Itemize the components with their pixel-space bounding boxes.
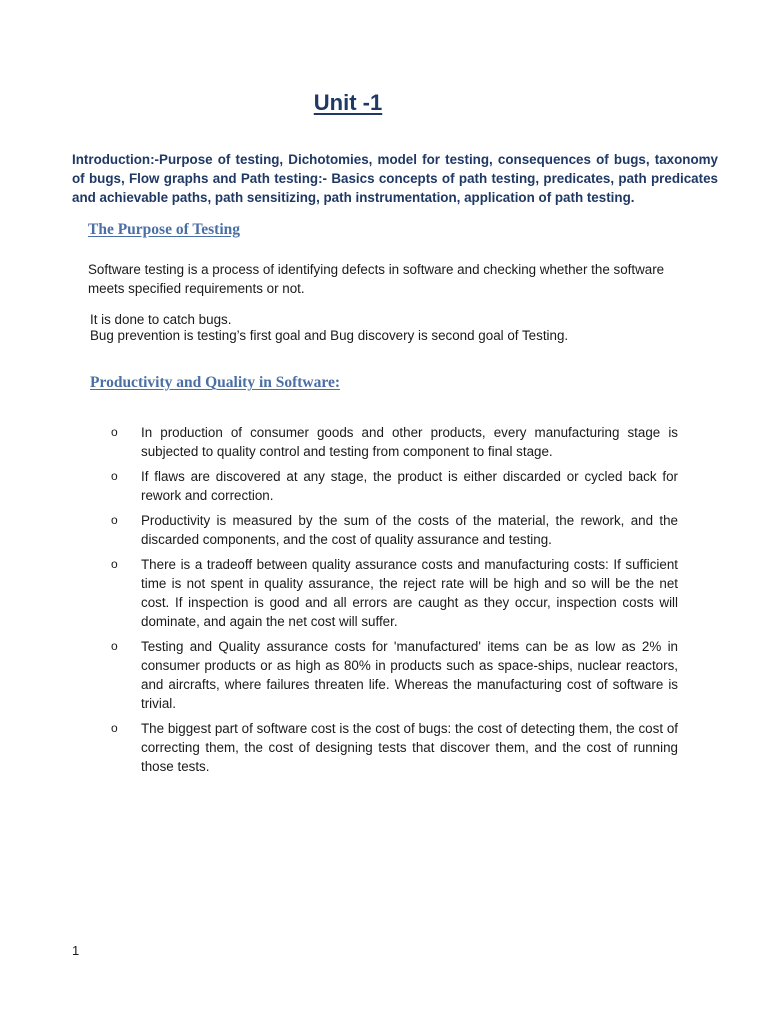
bullet-marker-icon: o	[111, 513, 118, 527]
list-item-text: If flaws are discovered at any stage, the product is either discarded or cycled back for rework and correction.	[141, 469, 678, 503]
list-item	[0, 467, 678, 505]
bullet-marker-icon: o	[111, 557, 118, 571]
page-number: 1	[72, 943, 80, 958]
purpose-lines	[90, 312, 700, 344]
bullet-marker-icon: o	[111, 639, 118, 653]
purpose-paragraph: Software testing is a process of identifying defects in software and checking whether the software meets specified requirements or not.	[88, 262, 665, 296]
bullet-marker-icon: o	[111, 469, 118, 483]
list-item	[0, 719, 678, 776]
list-item-text: In production of consumer goods and other products, every manufacturing stage is subjected to quality control and testing from component to final stage.	[141, 425, 678, 459]
list-item-text: The biggest part of software cost is the cost of bugs: the cost of detecting them, the cost of correcting them, the cost of designing tests that discover them, and the cost of running those tests.	[141, 721, 678, 774]
productivity-bullet-list	[0, 423, 768, 782]
page-title: Unit -1	[313, 90, 383, 115]
section-heading-purpose: The Purpose of Testing	[88, 221, 241, 238]
list-item	[0, 637, 678, 713]
list-item-text: There is a tradeoff between quality assurance costs and manufacturing costs: If sufficient time is not spent in quality assurance, the reject rate will be high and so will be the net cost. If inspection is good and all errors are caught as they occur, inspection costs will dominate, and again the net cost will suffer.	[141, 557, 678, 629]
list-item	[0, 555, 678, 631]
purpose-line-1: It is done to catch bugs.	[90, 312, 232, 327]
list-item	[0, 423, 678, 461]
section-heading-productivity: Productivity and Quality in Software:	[90, 374, 341, 391]
bullet-marker-icon: o	[111, 721, 118, 735]
list-item-text: Productivity is measured by the sum of the costs of the material, the rework, and the discarded components, and the cost of quality assurance and testing.	[141, 513, 678, 547]
intro-paragraph: Introduction:-Purpose of testing, Dichotomies, model for testing, consequences of bugs, taxonomy of bugs, Flow graphs and Path testing:- Basics concepts of path testing, predicates, path predicates and achievable paths, path sensitizing, path instrumentation, application of path testing.	[72, 152, 718, 205]
list-item-text: Testing and Quality assurance costs for 'manufactured' items can be as low as 2% in consumer products or as high as 80% in products such as space-ships, nuclear reactors, and aircrafts, where failures threaten life. Whereas the manufacturing cost of software is trivial.	[141, 639, 678, 711]
purpose-line-2: Bug prevention is testing’s first goal and Bug discovery is second goal of Testing.	[90, 328, 569, 343]
bullet-marker-icon: o	[111, 425, 118, 439]
list-item	[0, 511, 678, 549]
